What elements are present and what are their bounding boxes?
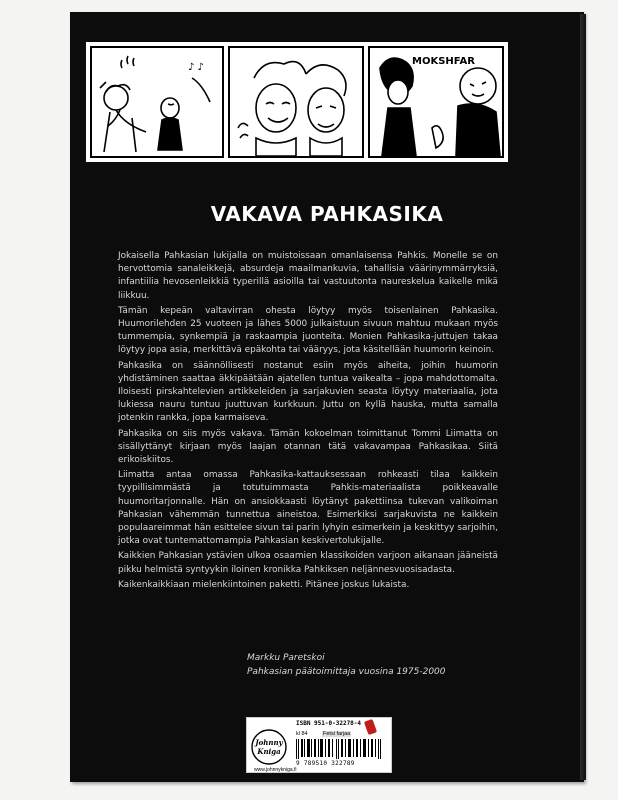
publisher-logo-icon	[249, 727, 289, 767]
book-spine-edge	[580, 14, 586, 780]
paragraph: Kaikkien Pahkasian ystävien ulkoa osaamien klassikoiden varjoon aikanaan jääneistä pikku helmistä syntyykin iloinen kronikka Pahkiksen neljännesvuosisadasta.	[118, 551, 498, 575]
page-title: VAKAVA PAHKASIKA	[210, 202, 444, 226]
barcode-digits: 9 789510 322789	[296, 760, 355, 767]
barcode-icon	[296, 739, 386, 759]
publisher-logo-text: Johnny	[255, 738, 283, 747]
signature-name: Markku Paretskoi	[247, 653, 325, 663]
signature	[247, 651, 507, 679]
comic-strip	[86, 42, 508, 162]
blurb-text	[118, 250, 498, 594]
category-label: Fetsi farjaa	[323, 731, 351, 737]
paragraph: Kaikenkaikkiaan mielenkiintoinen paketti. Pitänee joskus lukaista.	[118, 579, 410, 590]
svg-text:♪ ♪: ♪ ♪	[188, 62, 204, 73]
comic-panel-3	[368, 46, 504, 158]
paragraph: Liimatta antaa omassa Pahkasika-kattauksessaan rohkeasti tilaa kaikkein tyypillisimmästä ja totutuimmasta Pahkis-materiaalista poikkeavalle huumoritarjonnalle. Hän on ansiokkaasti löytänyt pakettiinsa tukevan valikoiman Pahkasian vähemmän tunnettua aineistoa. Esimerkiksi sarjakuvista ne kaikkein populaareimmat hän esittelee sivun tai parin lyhyin esimerkein ja keskittyy sarjoihin, jotka ovat tuntemattomampia Pahkasian keskivertolukijalle.	[118, 470, 498, 547]
paragraph: Pahkasika on säännöllisesti nostanut esiin myös aiheita, joihin huumorin yhdistäminen saattaa äkkipäätään ajatellen tuntua vaikealta – jopa mahdottomalta. Iloisesti pirskahtelevien artikkeleiden ja sarjakuvien seasta löytyy materiaalia, jota lukiessa nauru tuntuu juuttuvan kurkkuun. Juttu on kyllä hauska, mutta samalla jotenkin rankka, jopa karmaiseva.	[118, 360, 498, 424]
comic-panel-1	[90, 46, 224, 158]
signature-role: Pahkasian päätoimittaja vuosina 1975-2000	[247, 667, 446, 677]
paragraph: Tämän kepeän valtavirran ohesta löytyy myös toisenlainen Pahkasika. Huumorilehden 25 vuoteen ja lähes 5000 julkaistuun sivuun mahtuu mukaan myös tummempia, synkempiä ja raskaampia juonteita. Monien Pahkasika-juttujen takaa löytyy jopa asia, merkittävä epäkohta tai vääryys, jota käsitellään huumorin keinoin.	[118, 305, 498, 356]
comic-panel-2	[228, 46, 364, 158]
svg-text:Kniga: Kniga	[257, 747, 281, 756]
isbn-number: ISBN 951-0-32278-4	[296, 720, 362, 727]
publisher-url: www.johnnykniga.fi	[254, 767, 297, 773]
classification: kl 84	[296, 731, 308, 737]
comic-sound-text: MOKSHFAR	[412, 56, 475, 67]
paragraph: Jokaisella Pahkasian lukijalla on muistoissaan omanlaisensa Pahkis. Monelle se on hervottomia sanaleikkejä, absurdeja maailmankuvia, tahallisia väärinymmärryksiä, infantiilia hevosenleikkiä typerillä asioilla tai vastuutonta naureskelua kaikelle mikä liikkuu.	[118, 251, 498, 301]
paragraph: Pahkasika on siis myös vakava. Tämän kokoelman toimittanut Tommi Liimatta on sisällyttänyt kirjaan myös laajan otannan tätä vakavampaa Pahkasikaa. Siitä erikoiskiitos.	[118, 428, 498, 466]
